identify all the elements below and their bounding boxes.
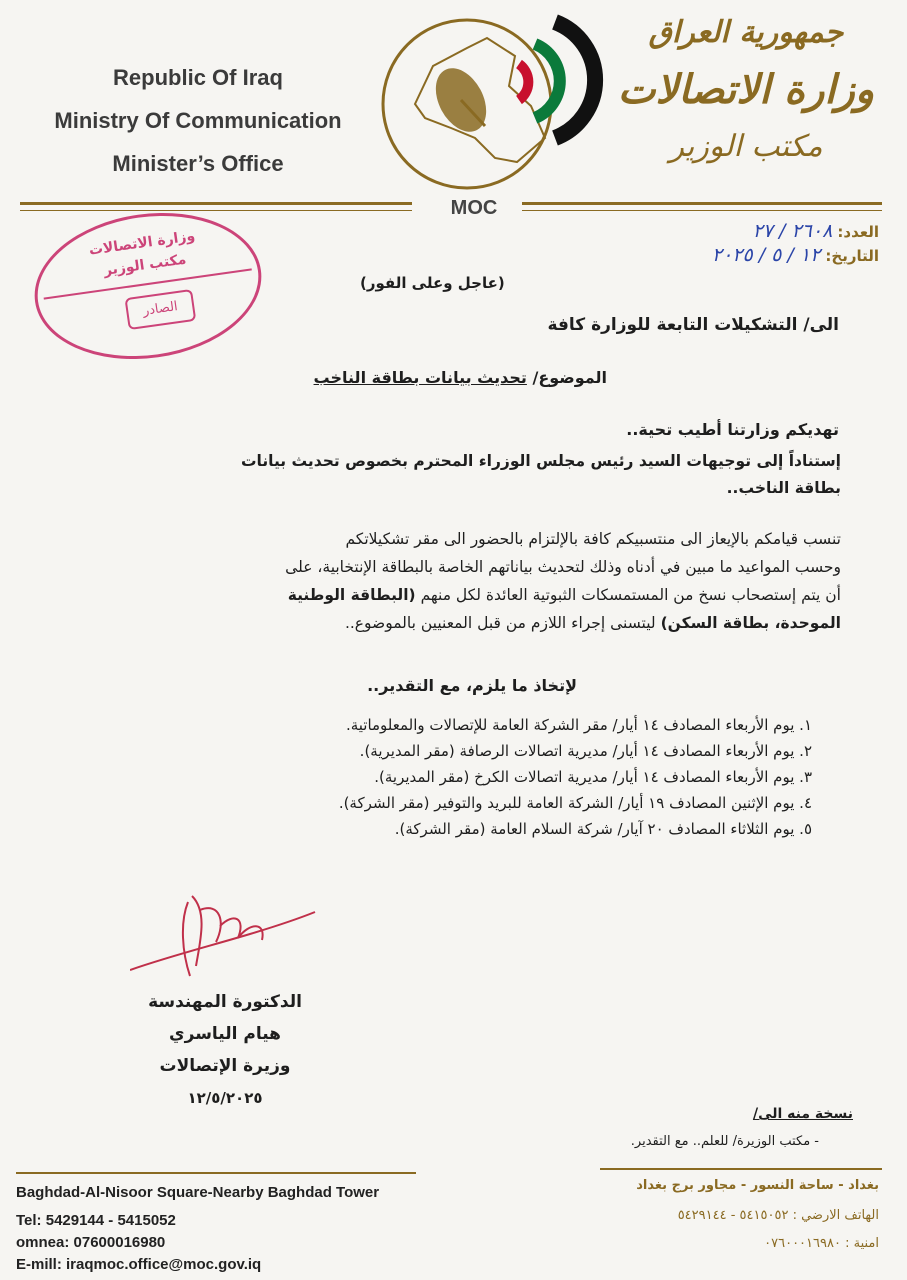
ref-date-label: التاريخ: [825,247,879,265]
para-line-3-bold: (البطاقة الوطنية [287,586,416,604]
stamp-outgoing-box: الصادر [124,289,196,330]
reference-block [619,220,879,268]
english-letterhead [28,56,368,185]
footer-phone: Tel: 5429144 - 5415052 [16,1212,176,1229]
copy-to-item: - مكتب الوزيرة/ للعلم.. مع التقدير. [630,1134,819,1149]
main-paragraph [66,525,841,637]
para-line-1: تنسب قيامكم بالإيعاز الى منتسبيكم كافة بالإلتزام بالحضور الى مقر تشكيلاتكم [345,530,841,548]
header-rule-right [522,202,882,205]
ref-date-value: ١٢ / ٥ / ٢٠٢٥ [711,244,821,266]
moc-label: MOC [450,197,498,219]
intro-paragraph [66,448,841,502]
schedule-item: ١. يوم الأربعاء المصادف ١٤ أيار/ مقر الشركة العامة للإتصالات والمعلوماتية. [345,716,812,734]
urgent-note: (عاجل وعلى الفور) [360,274,505,292]
letterhead-ar-office: مكتب الوزير [669,129,823,164]
schedule-item: ٤. يوم الإثنين المصادف ١٩ أيار/ الشركة العامة للبريد والتوفير (مقر الشركة). [338,794,812,812]
signer-position: وزيرة الإتصالات [159,1056,291,1076]
letterhead-ar-country: جمهورية العراق [648,15,844,50]
office-stamp [25,199,271,373]
signer-title: الدكتورة المهندسة [148,992,302,1012]
subject-line [314,368,607,387]
ref-number-value: ٢٦٠٨ / ٢٧ [752,220,833,242]
footer-rule-right [600,1168,882,1170]
subject-label: الموضوع/ [532,368,607,387]
stamp-line-ministry: وزارة الاتصالات [88,228,196,259]
schedule-item: ٣. يوم الأربعاء المصادف ١٤ أيار/ مديرية اتصالات الكرخ (مقر المديرية). [374,768,812,786]
letterhead-ar-ministry: وزارة الاتصالات [617,66,875,113]
handwritten-signature [130,882,320,982]
schedule-item: ٢. يوم الأربعاء المصادف ١٤ أيار/ مديرية اتصالات الرصافة (مقر المديرية). [359,742,812,760]
letterhead-line-ministry: Ministry Of Communication [54,108,342,133]
header-rule-left-thin [20,210,412,211]
signature-block [110,986,340,1114]
intro-line-1: إستناداً إلى توجيهات السيد رئيس مجلس الوزراء المحترم بخصوص تحديث بيانات [240,452,841,470]
copy-to-label: نسخة منه الى/ [752,1106,853,1122]
closing-line: لإتخاذ ما يلزم، مع التقدير.. [367,676,577,695]
footer-ar-mobile: امنية : ٠٧٦٠٠٠١٦٩٨٠ [764,1236,879,1251]
arabic-letterhead [611,8,881,172]
letterhead-line-country: Republic Of Iraq [113,65,283,90]
schedule-item: ٥. يوم الثلاثاء المصادف ٢٠ آيار/ شركة السلام العامة (مقر الشركة). [394,820,812,838]
para-line-4-bold: الموحدة، بطاقة السكن) [660,614,841,632]
greeting: تهديكم وزارتنا أطيب تحية.. [626,420,839,439]
stamp-line-office: مكتب الوزير [102,251,188,279]
header-rule-right-thin [522,210,882,211]
addressee: الى/ التشكيلات التابعة للوزارة كافة [547,315,839,335]
footer-mobile: omnea: 07600016980 [16,1234,166,1251]
footer-ar-phone: الهاتف الارضي : ٥٤١٥٠٥٢ - ٥٤٢٩١٤٤ [677,1208,879,1223]
schedule-list [112,712,812,842]
para-line-4: ليتسنى إجراء اللازم من قبل المعنيين بالموضوع.. [344,614,656,632]
footer-ar-address: بغداد - ساحة النسور - مجاور برج بغداد [636,1178,879,1193]
footer-rule-left [16,1172,416,1174]
letterhead-line-office: Minister’s Office [112,151,284,176]
footer-email: E-mill: iraqmoc.office@moc.gov.iq [16,1256,262,1273]
signer-name: هيام الياسري [169,1024,281,1044]
footer-address: Baghdad-Al-Nisoor Square-Nearby Baghdad Tower [16,1184,380,1201]
subject-text: تحديث بيانات بطاقة الناخب [313,368,527,387]
intro-line-2: بطاقة الناخب.. [726,479,841,497]
logo-arc-red [519,64,528,100]
ref-number-label: العدد: [837,223,879,241]
header-rule-left [20,202,412,205]
signature-date: ١٢/٥/٢٠٢٥ [187,1089,263,1107]
ministry-logo [375,8,615,204]
para-line-3: أن يتم إستصحاب نسخ من المستمسكات الثبوتية العائدة لكل منهم [420,586,841,604]
para-line-2: وحسب المواعيد ما مبين في أدناه وذلك لتحديث بياناتهم الخاصة بالبطاقة الإنتخابية، على [285,558,841,576]
